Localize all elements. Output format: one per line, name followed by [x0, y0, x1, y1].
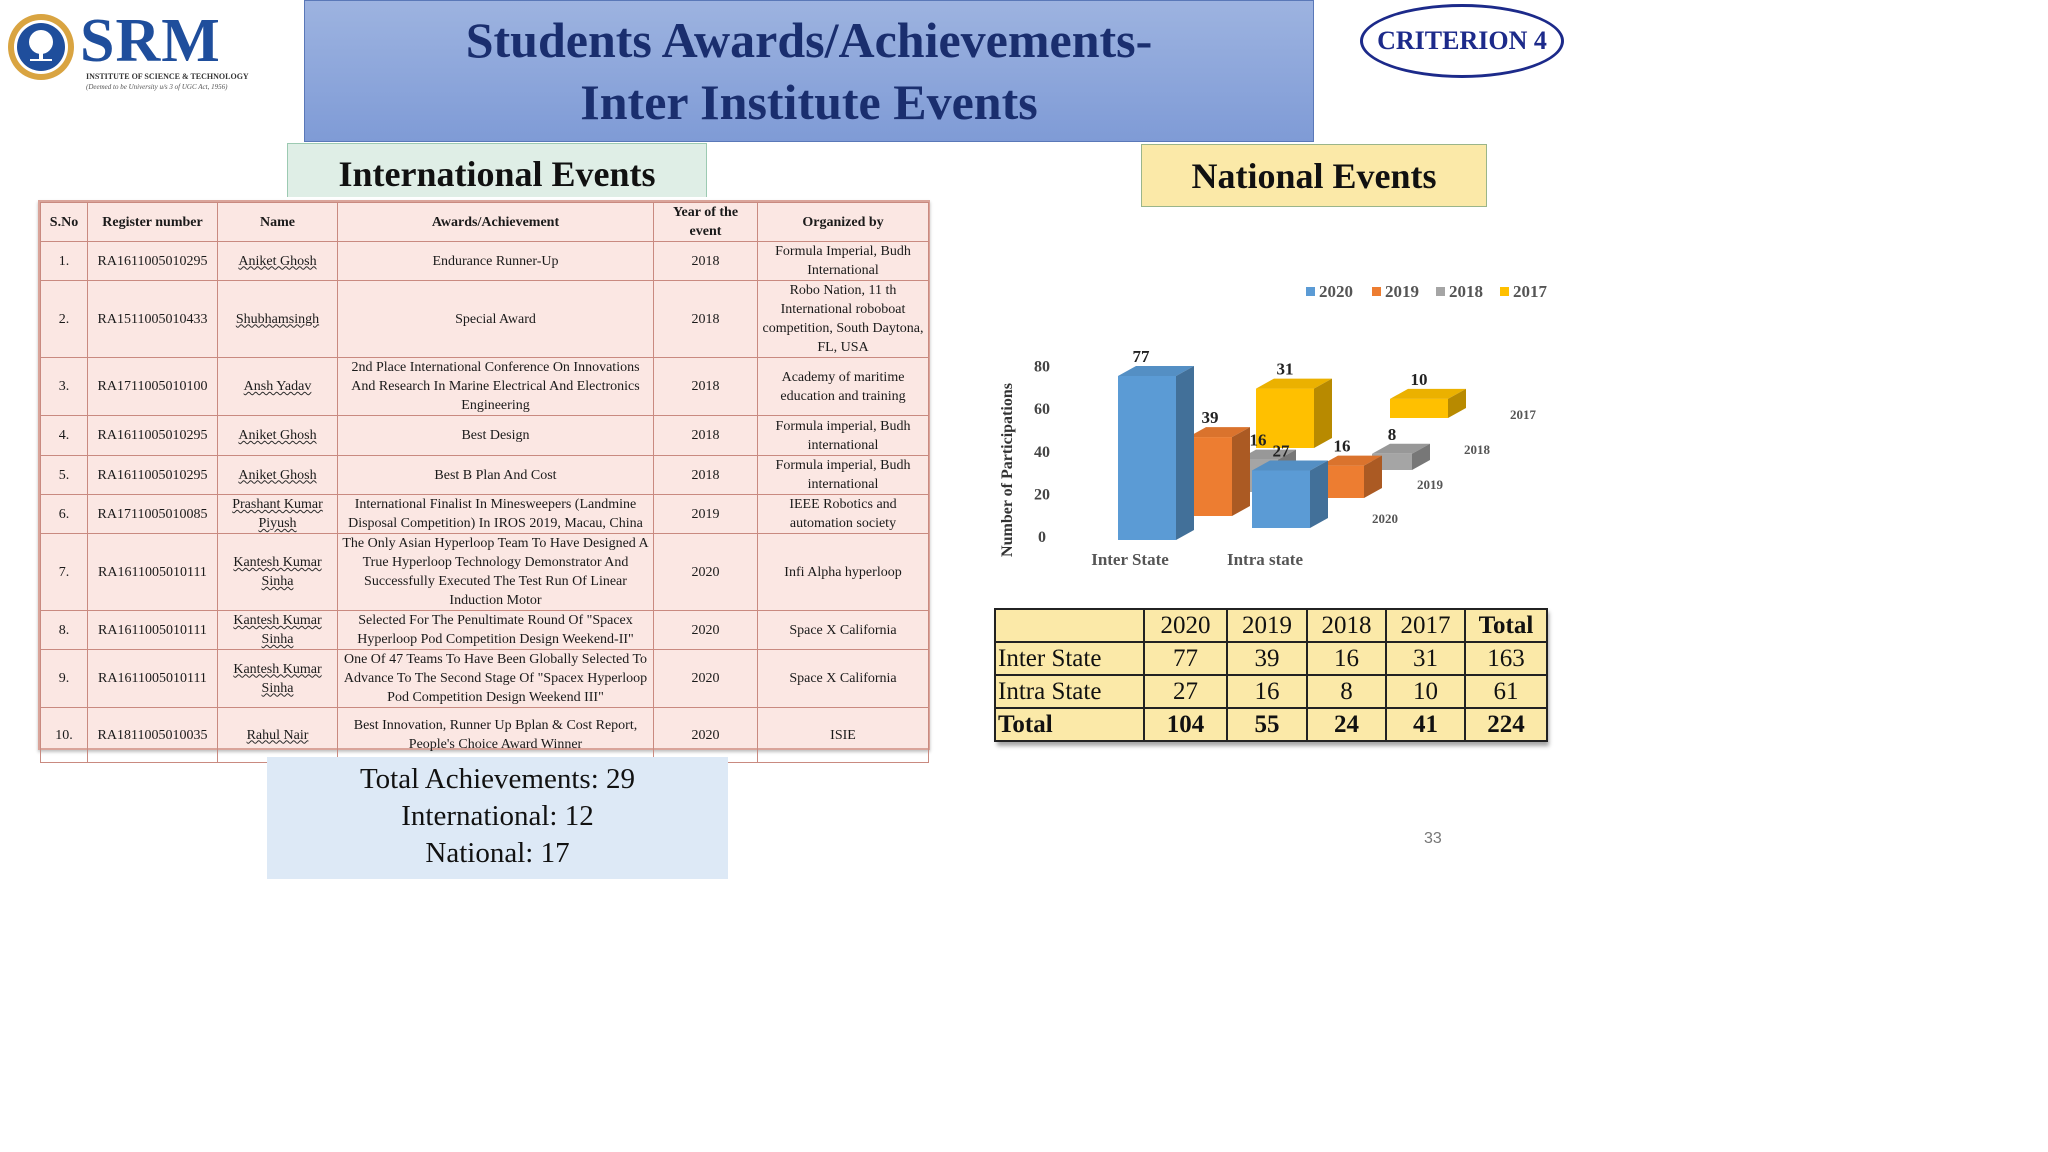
- awards-table-container: [38, 200, 930, 750]
- totals-cell: 10: [1386, 675, 1465, 708]
- participation-chart-svg: [990, 270, 1568, 590]
- cell-award: The Only Asian Hyperloop Team To Have Designed A True Hyperloop Technology Demonstrator And Successfully Executed The Test Run Of Linear Induction Motor: [338, 534, 654, 611]
- awards-header-row: [41, 203, 929, 242]
- cell-register: RA1611005010295: [88, 416, 218, 456]
- table-row: [41, 534, 929, 611]
- depth-axis-label: 2019: [1417, 477, 1443, 492]
- cell-organizer: Academy of maritime education and training: [758, 358, 929, 416]
- cell-name: Kantesh Kumar Sinha: [218, 611, 338, 650]
- summary-national: National: 17: [425, 837, 570, 869]
- cell-register: RA1611005010295: [88, 456, 218, 495]
- totals-cell: Inter State: [995, 642, 1144, 675]
- x-category-label: Intra state: [1226, 550, 1304, 569]
- awards-table: [40, 202, 929, 763]
- bar-front: [1188, 437, 1232, 516]
- cell-award: Best B Plan And Cost: [338, 456, 654, 495]
- participation-chart: [990, 270, 1568, 590]
- cell-register: RA1711005010100: [88, 358, 218, 416]
- summary-box: [267, 757, 728, 879]
- cell-sno: 3.: [41, 358, 88, 416]
- table-row: [41, 708, 929, 763]
- header-year: Year of the event: [654, 203, 758, 242]
- cell-register: RA1711005010085: [88, 495, 218, 534]
- brand-name: SRM: [80, 7, 221, 75]
- bar-front: [1118, 376, 1176, 540]
- header-name: Name: [218, 203, 338, 242]
- bar-side: [1314, 379, 1332, 448]
- cell-award: Best Design: [338, 416, 654, 456]
- depth-axis-label: 2018: [1464, 442, 1490, 457]
- totals-cell: 8: [1307, 675, 1386, 708]
- cell-sno: 10.: [41, 708, 88, 763]
- legend-label: 2018: [1449, 282, 1483, 301]
- cell-award: 2nd Place International Conference On Innovations And Research In Marine Electrical And Electronics Engineering: [338, 358, 654, 416]
- data-label: 8: [1387, 424, 1397, 444]
- y-tick-label: 40: [1034, 443, 1050, 461]
- totals-cell: 16: [1307, 642, 1386, 675]
- cell-register: RA1611005010111: [88, 611, 218, 650]
- cell-year: 2020: [654, 708, 758, 763]
- totals-row: [995, 642, 1547, 675]
- summary-international: International: 12: [401, 800, 594, 832]
- cell-register: RA1511005010433: [88, 281, 218, 358]
- totals-cell: 41: [1386, 708, 1465, 741]
- header-register: Register number: [88, 203, 218, 242]
- cell-award: Best Innovation, Runner Up Bplan & Cost Report, People's Choice Award Winner: [338, 708, 654, 763]
- table-row: [41, 456, 929, 495]
- cell-name: Aniket Ghosh: [218, 416, 338, 456]
- cell-award: International Finalist In Minesweepers (Landmine Disposal Competition) In IROS 2019, Macau, China: [338, 495, 654, 534]
- cell-sno: 6.: [41, 495, 88, 534]
- totals-cell: 61: [1465, 675, 1547, 708]
- legend-swatch: [1306, 287, 1315, 296]
- y-tick-label: 60: [1034, 401, 1050, 419]
- cell-organizer: Infi Alpha hyperloop: [758, 534, 929, 611]
- cell-organizer: IEEE Robotics and automation society: [758, 495, 929, 534]
- totals-cell: 16: [1227, 675, 1307, 708]
- srm-logo: [6, 7, 249, 91]
- totals-cell: 39: [1227, 642, 1307, 675]
- cell-sno: 2.: [41, 281, 88, 358]
- bar-side: [1232, 427, 1250, 516]
- brand-tagline: (Deemed to be University u/s 3 of UGC Act, 1956): [86, 83, 228, 91]
- cell-year: 2018: [654, 281, 758, 358]
- depth-axis-label: 2017: [1510, 407, 1536, 422]
- legend-swatch: [1436, 287, 1445, 296]
- totals-table-container: [994, 608, 1546, 742]
- cell-sno: 7.: [41, 534, 88, 611]
- table-row: [41, 416, 929, 456]
- cell-award: Endurance Runner-Up: [338, 242, 654, 281]
- legend-label: 2017: [1513, 282, 1547, 301]
- totals-header-row: [995, 609, 1547, 642]
- y-tick-label: 80: [1034, 358, 1050, 376]
- data-label: 10: [1410, 369, 1428, 389]
- totals-cell: 55: [1227, 708, 1307, 741]
- cell-name: Shubhamsingh: [218, 281, 338, 358]
- table-row: [41, 242, 929, 281]
- data-label: 39: [1201, 408, 1219, 428]
- cell-award: Special Award: [338, 281, 654, 358]
- totals-row: [995, 708, 1547, 741]
- totals-header-cell: Total: [1465, 609, 1547, 642]
- cell-sno: 9.: [41, 650, 88, 708]
- totals-row: [995, 675, 1547, 708]
- totals-cell: 27: [1144, 675, 1227, 708]
- table-row: [41, 611, 929, 650]
- table-row: [41, 495, 929, 534]
- cell-name: Aniket Ghosh: [218, 242, 338, 281]
- cell-name: Ansh Yadav: [218, 358, 338, 416]
- cell-organizer: Robo Nation, 11 th International roboboat competition, South Daytona, FL, USA: [758, 281, 929, 358]
- totals-header-cell: 2019: [1227, 609, 1307, 642]
- university-seal-icon: [6, 12, 76, 82]
- cell-sno: 1.: [41, 242, 88, 281]
- summary-total: Total Achievements: 29: [359, 763, 636, 795]
- cell-register: RA1611005010111: [88, 534, 218, 611]
- totals-header-cell: 2017: [1386, 609, 1465, 642]
- cell-name: Kantesh Kumar Sinha: [218, 534, 338, 611]
- header-award: Awards/Achievement: [338, 203, 654, 242]
- cell-award: Selected For The Penultimate Round Of "Spacex Hyperloop Pod Competition Design Weekend-II": [338, 611, 654, 650]
- data-label: 31: [1276, 359, 1294, 379]
- cell-organizer: Formula Imperial, Budh International: [758, 242, 929, 281]
- totals-cell: 104: [1144, 708, 1227, 741]
- totals-cell: 77: [1144, 642, 1227, 675]
- page-title-line2: Inter Institute Events: [580, 74, 1038, 130]
- cell-name: Rahul Nair: [218, 708, 338, 763]
- cell-organizer: ISIE: [758, 708, 929, 763]
- bar-front: [1390, 399, 1448, 418]
- brand-subtitle: INSTITUTE OF SCIENCE & TECHNOLOGY: [86, 72, 249, 81]
- cell-year: 2018: [654, 358, 758, 416]
- y-tick-label: 20: [1034, 486, 1050, 504]
- cell-register: RA1611005010295: [88, 242, 218, 281]
- table-row: [41, 358, 929, 416]
- legend-swatch: [1500, 287, 1509, 296]
- depth-axis-label: 2020: [1372, 511, 1398, 526]
- bar-front: [1252, 470, 1310, 528]
- bar-side: [1176, 366, 1194, 540]
- data-label: 77: [1132, 346, 1150, 366]
- criterion-badge: CRITERION 4: [1360, 4, 1564, 78]
- international-events-header: International Events: [287, 143, 707, 197]
- cell-organizer: Formula imperial, Budh international: [758, 456, 929, 495]
- cell-award: One Of 47 Teams To Have Been Globally Selected To Advance To The Second Stage Of "Spacex Hyperloop Pod Competition Design Weekend III": [338, 650, 654, 708]
- totals-cell: 31: [1386, 642, 1465, 675]
- totals-cell: 224: [1465, 708, 1547, 741]
- bar-side: [1310, 460, 1328, 528]
- cell-year: 2018: [654, 456, 758, 495]
- cell-register: RA1611005010111: [88, 650, 218, 708]
- cell-organizer: Space X California: [758, 611, 929, 650]
- page-title-line1: Students Awards/Achievements-: [465, 12, 1153, 68]
- table-row: [41, 281, 929, 358]
- data-label: 16: [1333, 436, 1351, 456]
- cell-sno: 8.: [41, 611, 88, 650]
- y-axis-label: Number of Participations: [999, 383, 1016, 557]
- table-row: [41, 650, 929, 708]
- totals-header-cell: [995, 609, 1144, 642]
- totals-table: [994, 608, 1548, 742]
- cell-sno: 5.: [41, 456, 88, 495]
- data-label: 16: [1249, 430, 1267, 450]
- cell-year: 2020: [654, 650, 758, 708]
- cell-sno: 4.: [41, 416, 88, 456]
- cell-year: 2019: [654, 495, 758, 534]
- national-events-header: National Events: [1141, 144, 1487, 207]
- legend-swatch: [1372, 287, 1381, 296]
- page-number: 33: [1424, 830, 1442, 847]
- cell-name: Aniket Ghosh: [218, 456, 338, 495]
- cell-year: 2020: [654, 611, 758, 650]
- totals-cell: Total: [995, 708, 1144, 741]
- totals-cell: 163: [1465, 642, 1547, 675]
- cell-year: 2020: [654, 534, 758, 611]
- header-organizer: Organized by: [758, 203, 929, 242]
- cell-organizer: Formula imperial, Budh international: [758, 416, 929, 456]
- totals-header-cell: 2018: [1307, 609, 1386, 642]
- cell-year: 2018: [654, 416, 758, 456]
- cell-year: 2018: [654, 242, 758, 281]
- totals-cell: Intra State: [995, 675, 1144, 708]
- title-banner: [304, 0, 1314, 142]
- cell-organizer: Space X California: [758, 650, 929, 708]
- cell-register: RA1811005010035: [88, 708, 218, 763]
- cell-name: Kantesh Kumar Sinha: [218, 650, 338, 708]
- y-tick-label: 0: [1038, 529, 1046, 546]
- totals-cell: 24: [1307, 708, 1386, 741]
- data-label: 27: [1272, 441, 1290, 461]
- cell-name: Prashant Kumar Piyush: [218, 495, 338, 534]
- header-sno: S.No: [41, 203, 88, 242]
- x-category-label: Inter State: [1091, 550, 1169, 569]
- legend-label: 2020: [1319, 282, 1353, 301]
- totals-header-cell: 2020: [1144, 609, 1227, 642]
- legend-label: 2019: [1385, 282, 1419, 301]
